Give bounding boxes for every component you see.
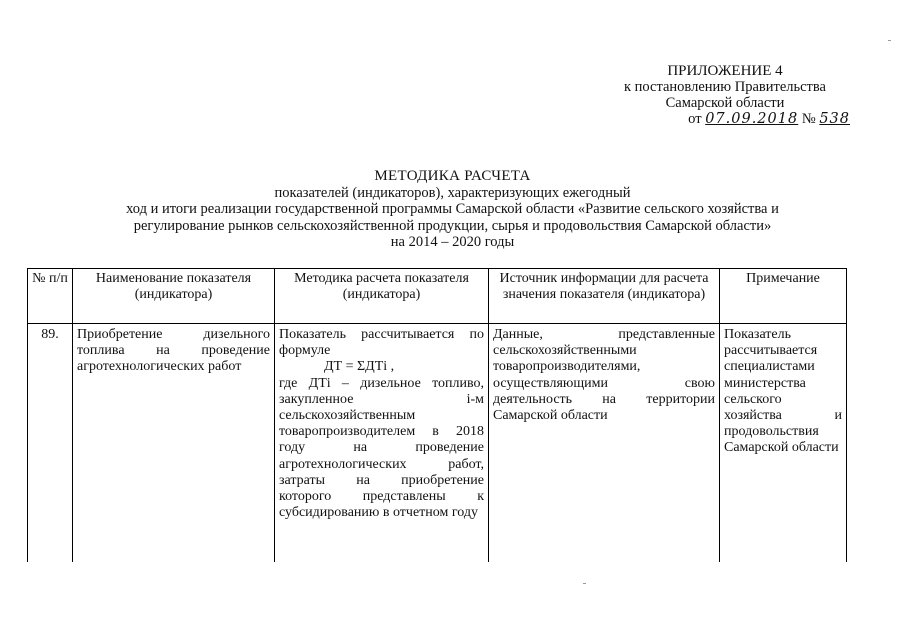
method-text: где ДТi – дизельное топливо, закупленное i-м сельскохозяйственным товаропроизводителем в 2018 году на проведение агротехнологических работ, затраты на приобретение которого представлены к субсидированию в отчетном году (279, 375, 484, 521)
appendix-date-line (590, 111, 860, 127)
appendix-block (590, 63, 860, 127)
method-intro: Показатель рассчитывается по формуле (279, 327, 484, 359)
heading-line-3: регулирование рынков сельскохозяйственной продукции, сырья и продовольствия Самарской области» (133, 217, 772, 234)
row-method (275, 324, 489, 563)
row-number: 89. (28, 324, 73, 563)
header-method: Методика расчета показателя (индикатора) (275, 269, 489, 324)
row-name: Приобретение дизельного топлива на проведение агротехнологических работ (73, 324, 275, 563)
heading-line-1: показателей (индикаторов), характеризующих ежегодный (274, 184, 631, 201)
header-note: Примечание (720, 269, 847, 324)
heading-line-4: на 2014 – 2020 годы (390, 234, 515, 250)
date-value: 07.09.2018 (705, 111, 799, 127)
row-note: Показатель рассчитывается специалистами министерства сельского хозяйства и продовольствия Самарской области (720, 324, 847, 563)
date-prefix: от (688, 111, 702, 127)
header-name: Наименование показателя (индикатора) (73, 269, 275, 324)
scan-speck (888, 40, 891, 41)
indicator-table (27, 268, 847, 562)
method-formula: ДТ = ΣДТi , (324, 359, 395, 375)
document-heading (60, 168, 845, 251)
header-source: Источник информации для расчета значения показателя (индикатора) (489, 269, 720, 324)
heading-line-2: ход и итоги реализации государственной программы Самарской области «Развитие сельского хозяйства и (126, 201, 779, 217)
number-value: 538 (819, 111, 850, 127)
appendix-line-1: к постановлению Правительства (624, 79, 826, 95)
appendix-title: ПРИЛОЖЕНИЕ 4 (667, 63, 783, 79)
number-prefix: № (801, 111, 816, 127)
appendix-line-2: Самарской области (665, 95, 785, 111)
table-header-row (28, 269, 847, 324)
header-number: № п/п (28, 269, 73, 324)
row-source: Данные, представленные сельскохозяйственными товаропроизводителями, осуществляющими свою деятельность на территории Самарской области (489, 324, 720, 563)
heading-main: МЕТОДИКА РАСЧЕТА (374, 168, 531, 184)
scan-speck (583, 583, 586, 584)
table-row (28, 324, 847, 563)
